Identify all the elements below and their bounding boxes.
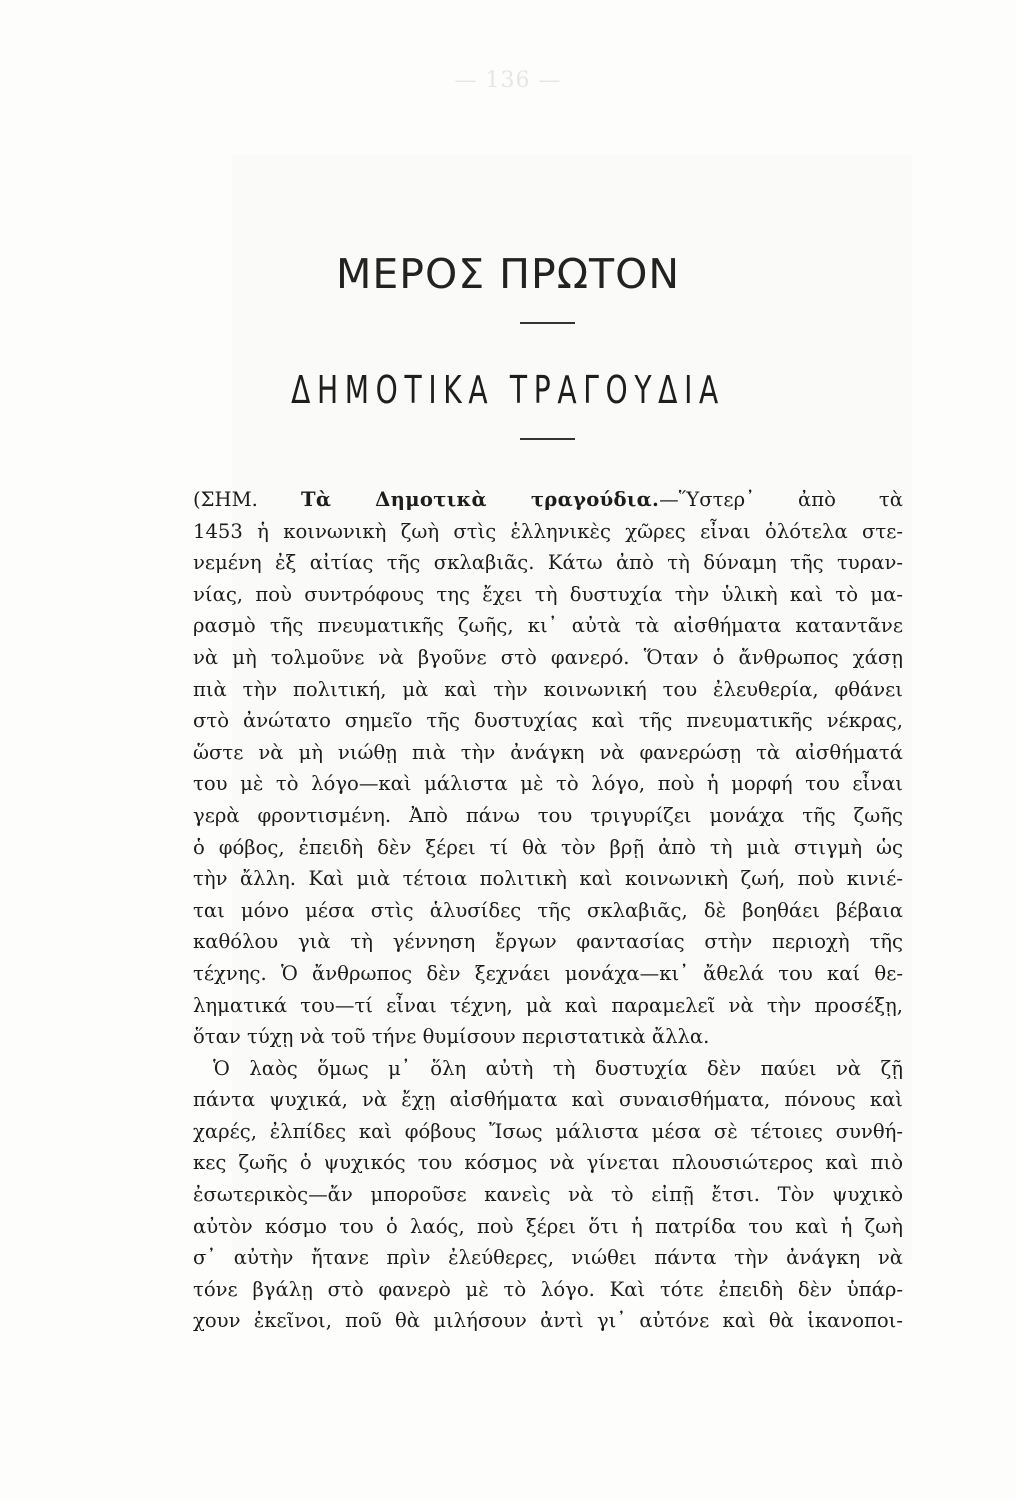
text-line: τόνε βγάλῃ στὸ φανερὸ μὲ τὸ λόγο. Καὶ τότε ἐπειδὴ δὲν ὑπάρ- [193, 1277, 903, 1301]
text-line: κες ζωῆς ὁ ψυχικός του κόσμος νὰ γίνεται πλουσιώτερος καὶ πιὸ [193, 1151, 903, 1175]
note-line: —Ὕστερ᾽ ἀπὸ τὰ [659, 488, 904, 511]
text-line: νὰ μὴ τολμοῦνε νὰ βγοῦνε στὸ φανερό. Ὅταν ὁ ἄνθρωπος χάσῃ [193, 645, 903, 669]
text-line: 1453 ἡ κοινωνικὴ ζωὴ στὶς ἑλληνικὲς χῶρες εἶναι ὁλότελα στε- [193, 519, 903, 543]
note-prefix: (ΣΗΜ. [193, 488, 258, 511]
heading-rule-bottom [520, 438, 575, 440]
text-line: νεμένη ἐξ αἰτίας τῆς σκλαβιᾶς. Κάτω ἀπὸ τὴ δύναμη τῆς τυραν- [193, 551, 903, 575]
text-line: στὸ ἀνώτατο σημεῖο τῆς δυστυχίας καὶ τῆς πνευματικῆς νέκρας, [193, 709, 903, 733]
text-line: χαρές, ἐλπίδες καὶ φόβους Ἴσως μάλιστα μέσα σὲ τέτοιες συνθή- [193, 1119, 903, 1143]
text-line: ται μόνο μέσα στὶς ἁλυσίδες τῆς σκλαβιᾶς, δὲ βοηθάει βέβαια [193, 898, 903, 922]
text-line: ὁ φόβος, ἐπειδὴ δὲν ξέρει τί θὰ τὸν βρῇ ἀπὸ τὴ μιὰ στιγμὴ ὡς [193, 835, 903, 859]
text-line: ὥστε νὰ μὴ νιώθῃ πιὰ τὴν ἀνάγκη νὰ φανερώσῃ τὰ αἰσθήματά [193, 740, 903, 764]
part-heading: ΜΕΡΟΣ ΠΡΩΤΟΝ [335, 250, 681, 298]
text-line: γερὰ φροντισμένη. Ἀπὸ πάνω του τριγυρίζει μονάχα τῆς ζωῆς [193, 803, 903, 827]
text-line: ρασμὸ τῆς πνευματικῆς ζωῆς, κι᾽ αὐτὰ τὰ αἰσθήματα καταντᾶνε [193, 614, 903, 638]
text-line: Ὁ λαὸς ὅμως μ᾽ ὅλη αὐτὴ τὴ δυστυχία δὲν παύει νὰ ζῇ [213, 1056, 903, 1080]
page-number: — 136 — [454, 68, 562, 93]
text-line: ὅταν τύχῃ νὰ τοῦ τήνε θυμίσουν περιστατικὰ ἄλλα. [193, 1025, 710, 1049]
text-line: ἐσωτερικὸς—ἄν μποροῦσε κανεὶς νὰ τὸ εἰπῇ ἔτσι. Τὸν ψυχικὸ [193, 1183, 903, 1207]
text-line: τὴν ἄλλη. Καὶ μιὰ τέτοια πολιτικὴ καὶ κοινωνικὴ ζωή, ποὺ κινιέ- [193, 867, 903, 891]
note-title: Τὰ Δημοτικὰ τραγούδια. [300, 488, 660, 511]
text-line: νίας, ποὺ συντρόφους της ἔχει τὴ δυστυχία τὴν ὑλικὴ καὶ τὸ μα- [193, 582, 903, 606]
text-line: πάντα ψυχικά, νὰ ἔχῃ αἰσθήματα καὶ συναισθήματα, πόνους καὶ [193, 1088, 903, 1112]
text-line: του μὲ τὸ λόγο—καὶ μάλιστα μὲ τὸ λόγο, ποὺ ἡ μορφή του εἶναι [193, 772, 903, 796]
text-line: καθόλου γιὰ τὴ γέννηση ἔργων φαντασίας στὴν περιοχὴ τῆς [193, 930, 903, 954]
heading-rule-top [520, 322, 575, 324]
body-text [193, 484, 903, 1337]
text-line: ληματικά του—τί εἶναι τέχνη, μὰ καὶ παραμελεῖ νὰ τὴν προσέξῃ, [193, 993, 903, 1017]
text-line: χουν ἐκεῖνοι, ποῦ θὰ μιλήσουν ἀντὶ γι᾽ αὐτόνε καὶ θὰ ἱκανοποι- [193, 1309, 903, 1333]
section-heading: ΔΗΜΟΤΙΚΑ ΤΡΑΓΟΥΔΙΑ [291, 368, 725, 412]
text-line: τέχνης. Ὁ ἄνθρωπος δὲν ξεχνάει μονάχα—κι᾽ ἄθελά του καί θε- [193, 961, 903, 985]
text-line: σ᾽ αὐτὴν ἤτανε πρὶν ἐλεύθερες, νιώθει πάντα τὴν ἀνάγκη νὰ [193, 1246, 903, 1270]
text-line [193, 484, 903, 516]
text-line: αὐτὸν κόσμο του ὁ λαός, ποὺ ξέρει ὅτι ἡ πατρίδα του καὶ ἡ ζωὴ [193, 1214, 903, 1238]
text-line: πιὰ τὴν πολιτική, μὰ καὶ τὴν κοινωνική του ἐλευθερία, φθάνει [193, 677, 903, 701]
